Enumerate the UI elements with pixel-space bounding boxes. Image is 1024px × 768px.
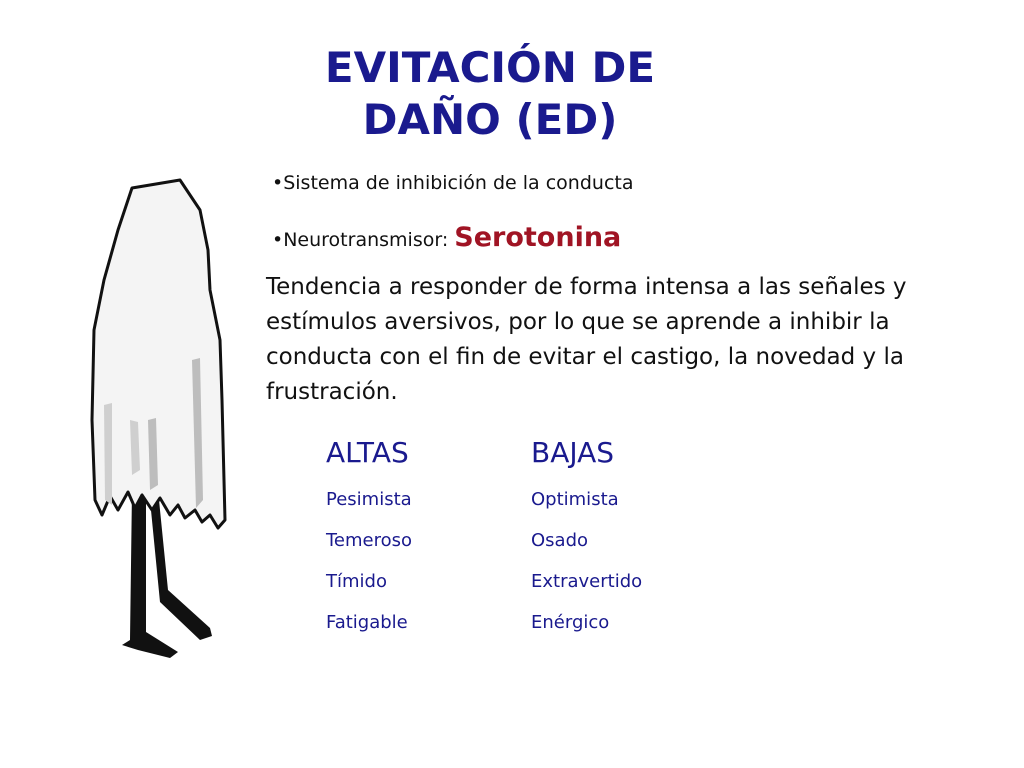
title-line-1: EVITACIÓN DE [324,43,656,92]
bullet-text: Sistema de inhibición de la conducta [283,172,634,194]
list-item: Tímido [326,571,387,592]
neurotransmitter-highlight: Serotonina [454,222,622,253]
title-line-2: DAÑO (ED) [362,95,618,144]
bullet-marker: • [272,229,284,251]
bullet-text: Neurotransmisor: [283,229,455,251]
bajas-column [531,436,642,643]
list-item: Temeroso [326,530,413,551]
bullet-item [272,222,621,253]
list-item: Enérgico [531,612,610,633]
bullet-item [272,172,634,194]
list-item: Osado [531,530,589,551]
altas-column [326,436,412,643]
bullet-marker: • [272,172,284,194]
column-header: BAJAS [531,436,615,469]
list-item: Extravertido [531,571,643,592]
description-paragraph: Tendencia a responder de forma intensa a las señales y estímulos aversivos, por lo que se aprende a inhibir la conducta con el fin de evitar el castigo, la novedad y la frustración. [266,274,907,405]
page-title [300,42,680,146]
list-item: Pesimista [326,489,412,510]
column-header: ALTAS [326,436,409,469]
ghost-figure-icon [60,170,240,670]
list-item: Fatigable [326,612,408,633]
list-item: Optimista [531,489,619,510]
